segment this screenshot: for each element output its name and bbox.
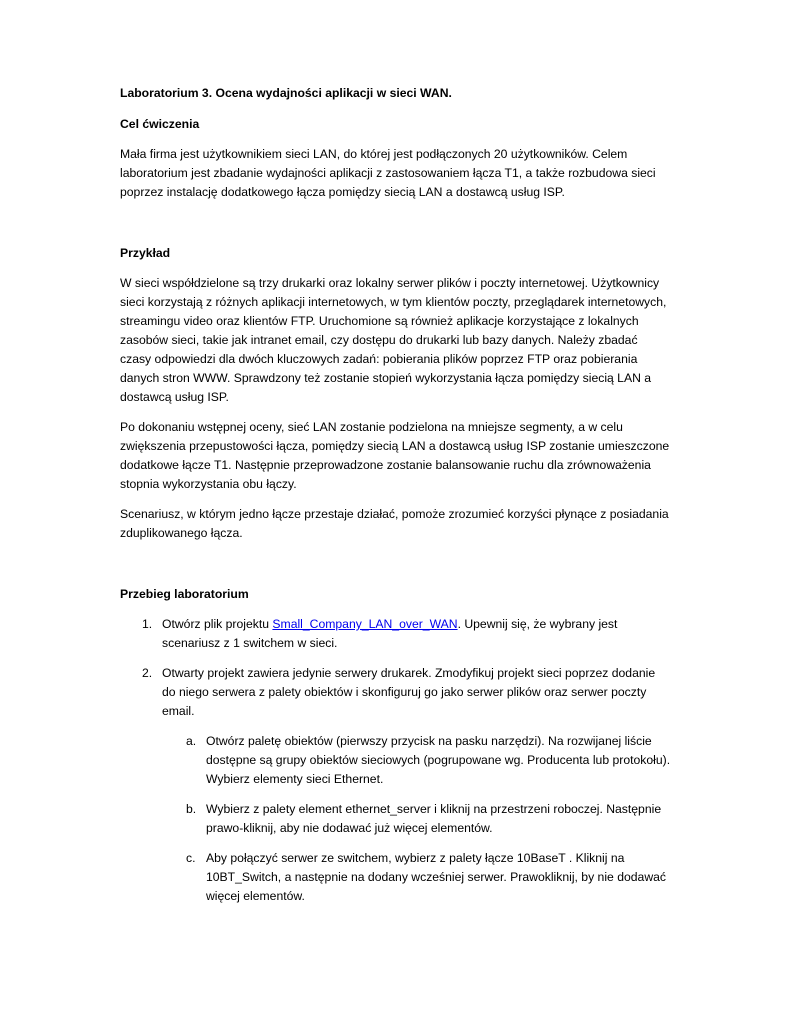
- paragraph-przyklad-1: W sieci współdzielone są trzy drukarki oraz lokalny serwer plików i poczty internetowej. Użytkownicy sieci korzystają z różnych aplikacji internetowych, w tym klientów poczty, przeglądarek internetowych, streamingu video oraz klientów FTP. Uruchomione są również aplikacje korzystające z lokalnych zasobów sieci, takie jak intranet email, czy dostępu do drukarki lub bazy danych. Należy zbadać czasy odpowiedzi dla dwóch kluczowych zadań: pobierania plików poprzez FTP oraz pobierania danych stron WWW. Sprawdzony też zostanie stopień wykorzystania łącza pomiędzy siecią LAN a dostawcą usług ISP.: [120, 276, 667, 404]
- list-item-substep-c: [120, 849, 672, 906]
- list-item-substep-a: [120, 732, 672, 789]
- step-number: 1.: [142, 617, 153, 631]
- substep-letter: c.: [186, 851, 196, 865]
- document-body: [120, 84, 672, 906]
- step-number: 2.: [142, 666, 153, 680]
- substep-text: Otwórz paletę obiektów (pierwszy przycisk na pasku narzędzi). Na rozwijanej liście dostępne są grupy obiektów sieciowych (pogrupowane wg. Producenta lub protokołu). Wybierz elementy sieci Ethernet.: [206, 734, 671, 786]
- step-text: Otwarty projekt zawiera jedynie serwery drukarek. Zmodyfikuj projekt sieci poprzez dodanie do niego serwera z palety obiektów i skonfiguruj go jako serwer plików oraz serwer poczty email.: [162, 666, 656, 718]
- list-item-step-2: [120, 664, 672, 721]
- list-item-substep-b: [120, 800, 672, 838]
- list-item-step-1: [120, 615, 672, 653]
- paragraph-cel: Mała firma jest użytkownikiem sieci LAN, do której jest podłączonych 20 użytkowników. Celem laboratorium jest zbadanie wydajności aplikacji z zastosowaniem łącza T1, a także rozbudowa sieci poprzez instalację dodatkowego łącza pomiędzy siecią LAN a dostawcą usług ISP.: [120, 147, 656, 199]
- paragraph-przyklad-2: Po dokonaniu wstępnej oceny, sieć LAN zostanie podzielona na mniejsze segmenty, a w celu zwiększenia przepustowości łącza, pomiędzy siecią LAN a dostawcą usług ISP zostanie umieszczone dodatkowe łącze T1. Następnie przeprowadzone zostanie balansowanie ruchu dla zrównoważenia stopnia wykorzystania obu łączy.: [120, 420, 670, 491]
- heading-cel-cwiczenia: Cel ćwiczenia: [120, 117, 200, 131]
- step-text-before-link: Otwórz plik projektu: [162, 617, 273, 631]
- document-title: Laboratorium 3. Ocena wydajności aplikacji w sieci WAN.: [120, 86, 452, 100]
- substep-letter: a.: [186, 734, 197, 748]
- heading-przyklad: Przykład: [120, 246, 171, 260]
- paragraph-przyklad-3: Scenariusz, w którym jedno łącze przestaje działać, pomoże zrozumieć korzyści płynące z posiadania zduplikowanego łącza.: [120, 507, 669, 540]
- heading-przebieg-laboratorium: Przebieg laboratorium: [120, 587, 249, 601]
- substep-text: Aby połączyć serwer ze switchem, wybierz z palety łącze 10BaseT . Kliknij na 10BT_Switch, a następnie na dodany wcześniej serwer. Prawokliknij, by nie dodawać więcej elementów.: [206, 851, 666, 903]
- step-text-after-link: . Upewnij się, że wybrany jest scenariusz z 1 switchem w sieci.: [162, 617, 618, 650]
- substep-text: Wybierz z palety element ethernet_server i kliknij na przestrzeni roboczej. Następnie prawo-kliknij, aby nie dodawać już więcej elementów.: [206, 802, 662, 835]
- project-file-link[interactable]: Small_Company_LAN_over_WAN: [272, 617, 458, 631]
- substep-letter: b.: [186, 802, 197, 816]
